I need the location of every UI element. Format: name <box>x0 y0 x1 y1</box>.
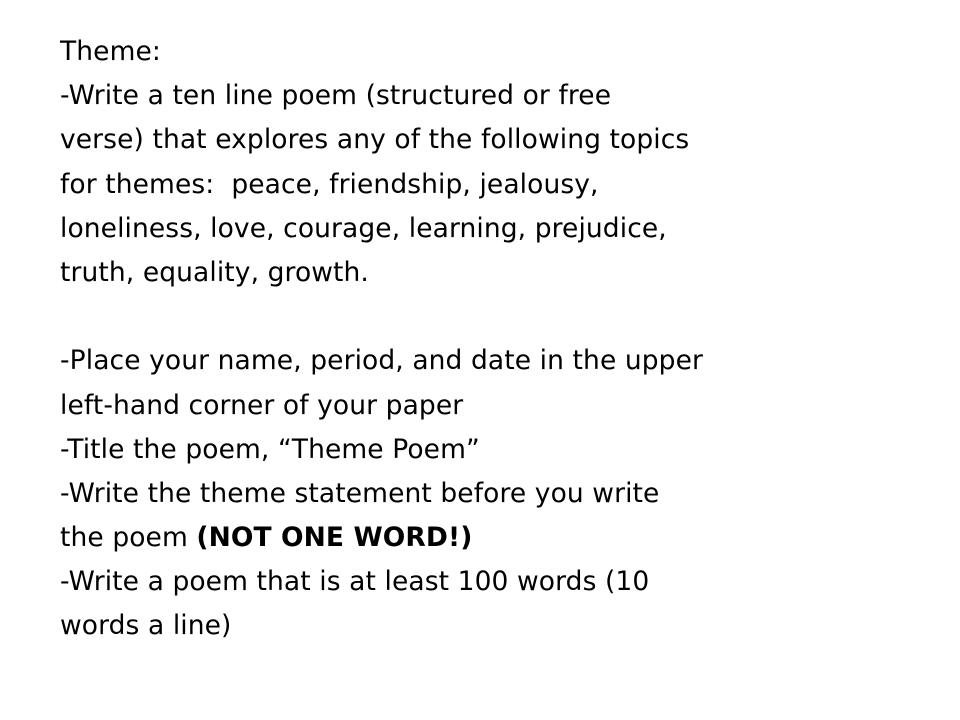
instruction-title-line: -Title the poem, “Theme Poem” <box>60 433 480 465</box>
intro-line: for themes: peace, friendship, jealousy, <box>60 168 599 200</box>
instruction-statement-line <box>60 516 940 560</box>
intro-line: verse) that explores any of the following topics <box>60 124 690 156</box>
paragraph-spacer <box>60 295 940 339</box>
emphasis-text: (NOT ONE WORD!) <box>196 522 473 554</box>
instruction-statement-line: -Write the theme statement before you write <box>60 477 660 509</box>
instruction-name-line: -Place your name, period, and date in the upper <box>60 345 704 377</box>
instruction-length-line: -Write a poem that is at least 100 words (10 <box>60 566 650 598</box>
slide-content <box>60 30 940 649</box>
intro-line: truth, equality, growth. <box>60 256 369 288</box>
intro-line: -Write a ten line poem (structured or free <box>60 80 612 112</box>
theme-heading: Theme: <box>60 36 161 67</box>
instruction-name-line: left-hand corner of your paper <box>60 389 464 421</box>
instruction-length-line: words a line) <box>60 610 232 642</box>
intro-line: loneliness, love, courage, learning, prejudice, <box>60 212 667 244</box>
statement-prefix: the poem <box>60 522 197 554</box>
